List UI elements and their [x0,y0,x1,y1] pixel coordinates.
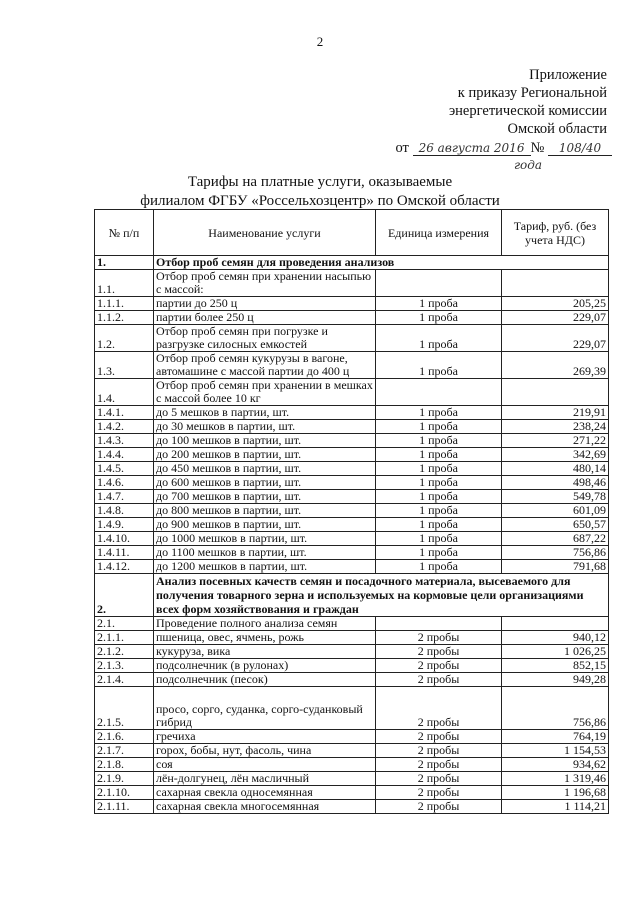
measure-unit: 2 пробы [376,772,502,786]
tariff-price: 687,22 [502,532,609,546]
header-unit: Единица измерения [376,210,502,256]
measure-unit: 1 проба [376,518,502,532]
table-row [95,560,609,574]
measure-unit: 2 пробы [376,659,502,673]
service-name: до 1200 мешков в партии, шт. [154,560,376,574]
table-row [95,800,609,814]
page-title [0,173,640,211]
row-number: 2.1.2. [95,645,154,659]
service-name: до 900 мешков в партии, шт. [154,518,376,532]
table-row [95,730,609,744]
row-number: 1.4.10. [95,532,154,546]
table-row [95,504,609,518]
table-row [95,631,609,645]
measure-unit: 2 пробы [376,758,502,772]
row-number: 2.1. [95,617,154,631]
tariff-price: 205,25 [502,297,609,311]
table-row [95,352,609,379]
tariff-price: 764,19 [502,730,609,744]
tariff-table [94,209,609,814]
date-prefix: от [395,140,409,156]
row-number: 1.4.8. [95,504,154,518]
page-number: 2 [316,34,324,49]
row-number: 1.3. [95,352,154,379]
tariff-price [502,270,609,297]
row-number: 1.4.11. [95,546,154,560]
service-name: Отбор проб семян при хранении насыпью с массой: [154,270,376,297]
service-name: подсолнечник (песок) [154,673,376,687]
measure-unit: 1 проба [376,448,502,462]
measure-unit: 1 проба [376,490,502,504]
row-number: 1.4.1. [95,406,154,420]
row-number: 1.1.2. [95,311,154,325]
row-number: 1.4.5. [95,462,154,476]
order-date-line [395,140,613,172]
service-name: до 1000 мешков в партии, шт. [154,532,376,546]
service-name: до 700 мешков в партии, шт. [154,490,376,504]
section-row [95,574,609,617]
measure-unit [376,270,502,297]
table-row [95,772,609,786]
tariff-price: 480,14 [502,462,609,476]
table-row [95,617,609,631]
table-body [95,256,609,814]
tariff-price: 1 196,68 [502,786,609,800]
table-row [95,379,609,406]
service-name: до 600 мешков в партии, шт. [154,476,376,490]
tariff-price: 601,09 [502,504,609,518]
service-name: до 800 мешков в партии, шт. [154,504,376,518]
service-name: Отбор проб семян кукурузы в вагоне, автомашине с массой партии до 400 ц [154,352,376,379]
tariff-price: 934,62 [502,758,609,772]
service-name: кукуруза, вика [154,645,376,659]
table-row [95,406,609,420]
appendix-line: Приложение [529,67,607,83]
tariff-price: 342,69 [502,448,609,462]
title-line: Тарифы на платные услуги, оказываемые [187,174,453,190]
measure-unit: 1 проба [376,420,502,434]
measure-unit [376,617,502,631]
table-row [95,476,609,490]
tariff-price: 791,68 [502,560,609,574]
service-name: до 1100 мешков в партии, шт. [154,546,376,560]
row-number: 1.4.4. [95,448,154,462]
service-name: до 30 мешков в партии, шт. [154,420,376,434]
table-row [95,434,609,448]
row-number: 1.1.1. [95,297,154,311]
table-row [95,673,609,687]
service-name: просо, сорго, суданка, сорго-суданковый гибрид [154,687,376,730]
header-num: № п/п [95,210,154,256]
measure-unit: 2 пробы [376,687,502,730]
tariff-price: 229,07 [502,325,609,352]
table-row [95,270,609,297]
row-number: 2.1.10. [95,786,154,800]
service-name: сахарная свекла односемянная [154,786,376,800]
measure-unit: 2 пробы [376,744,502,758]
measure-unit: 1 проба [376,297,502,311]
measure-unit: 2 пробы [376,673,502,687]
row-number: 1.1. [95,270,154,297]
handwritten-date: 26 августа 2016 [413,141,531,156]
tariff-price: 229,07 [502,311,609,325]
table-row [95,420,609,434]
tariff-price: 1 319,46 [502,772,609,786]
table-row [95,311,609,325]
measure-unit: 2 пробы [376,730,502,744]
measure-unit: 2 пробы [376,800,502,814]
table-row [95,532,609,546]
tariff-price [502,617,609,631]
measure-unit: 1 проба [376,504,502,518]
section-title: Отбор проб семян для проведения анализов [154,256,609,270]
appendix-line: к приказу Региональной [457,85,607,101]
section-title: Анализ посевных качеств семян и посадочного материала, высеваемого для получения товарного зерна и используемых на кормовые цели организациями всех форм хозяйствования и граждан [154,574,609,617]
row-number: 2.1.8. [95,758,154,772]
table-row [95,758,609,772]
section-row [95,256,609,270]
table-row [95,462,609,476]
table-row [95,659,609,673]
section-number: 2. [95,574,154,617]
row-number: 2.1.7. [95,744,154,758]
row-number: 1.4.9. [95,518,154,532]
row-number: 2.1.4. [95,673,154,687]
service-name: партии более 250 ц [154,311,376,325]
measure-unit [376,379,502,406]
service-name: до 200 мешков в партии, шт. [154,448,376,462]
header-name: Наименование услуги [154,210,376,256]
measure-unit: 1 проба [376,476,502,490]
tariff-price: 1 026,25 [502,645,609,659]
measure-unit: 1 проба [376,434,502,448]
tariff-price: 1 114,21 [502,800,609,814]
tariff-price: 756,86 [502,546,609,560]
service-name: сахарная свекла многосемянная [154,800,376,814]
tariff-price: 650,57 [502,518,609,532]
tariff-price: 1 154,53 [502,744,609,758]
tariff-price: 852,15 [502,659,609,673]
tariff-price: 498,46 [502,476,609,490]
table-row [95,490,609,504]
row-number: 1.4.6. [95,476,154,490]
service-name: гречиха [154,730,376,744]
service-name: лён-долгунец, лён масличный [154,772,376,786]
tariff-price: 238,24 [502,420,609,434]
row-number: 1.2. [95,325,154,352]
table-row [95,645,609,659]
measure-unit: 1 проба [376,546,502,560]
measure-unit: 1 проба [376,325,502,352]
tariff-price: 940,12 [502,631,609,645]
row-number: 2.1.3. [95,659,154,673]
service-name: Отбор проб семян при погрузке и разгрузке силосных емкостей [154,325,376,352]
table-row [95,448,609,462]
measure-unit: 2 пробы [376,786,502,800]
tariff-price: 949,28 [502,673,609,687]
row-number: 1.4.12. [95,560,154,574]
table-row [95,546,609,560]
measure-unit: 1 проба [376,532,502,546]
row-number: 2.1.11. [95,800,154,814]
row-number: 1.4.2. [95,420,154,434]
section-number: 1. [95,256,154,270]
handwritten-year-suffix: года [513,158,542,172]
appendix-block [449,66,607,138]
measure-unit: 2 пробы [376,631,502,645]
handwritten-order-number: 108/40 [548,141,612,156]
row-number: 1.4.7. [95,490,154,504]
appendix-line: Омской области [507,121,607,137]
service-name: пшеница, овес, ячмень, рожь [154,631,376,645]
row-number: 1.4.3. [95,434,154,448]
measure-unit: 1 проба [376,311,502,325]
row-number: 2.1.9. [95,772,154,786]
measure-unit: 2 пробы [376,645,502,659]
service-name: горох, бобы, нут, фасоль, чина [154,744,376,758]
measure-unit: 1 проба [376,352,502,379]
number-sign: № [530,140,545,156]
service-name: соя [154,758,376,772]
tariff-price: 549,78 [502,490,609,504]
service-name: подсолнечник (в рулонах) [154,659,376,673]
table-row [95,786,609,800]
service-name: Проведение полного анализа семян [154,617,376,631]
measure-unit: 1 проба [376,462,502,476]
row-number: 1.4. [95,379,154,406]
measure-unit: 1 проба [376,560,502,574]
appendix-line: энергетической комиссии [448,103,607,119]
tariff-price: 271,22 [502,434,609,448]
table-row [95,518,609,532]
service-name: Отбор проб семян при хранении в мешках с массой более 10 кг [154,379,376,406]
service-name: до 450 мешков в партии, шт. [154,462,376,476]
tariff-price [502,379,609,406]
table-row [95,687,609,730]
table-row [95,744,609,758]
row-number: 2.1.6. [95,730,154,744]
tariff-price: 219,91 [502,406,609,420]
row-number: 2.1.5. [95,687,154,730]
service-name: партии до 250 ц [154,297,376,311]
measure-unit: 1 проба [376,406,502,420]
tariff-price: 756,86 [502,687,609,730]
tariff-price: 269,39 [502,352,609,379]
table-row [95,297,609,311]
row-number: 2.1.1. [95,631,154,645]
service-name: до 100 мешков в партии, шт. [154,434,376,448]
title-line: филиалом ФГБУ «Россельхозцентр» по Омской области [140,193,500,209]
header-price: Тариф, руб. (без учета НДС) [502,210,609,256]
table-row [95,325,609,352]
table-header-row [95,210,609,256]
service-name: до 5 мешков в партии, шт. [154,406,376,420]
